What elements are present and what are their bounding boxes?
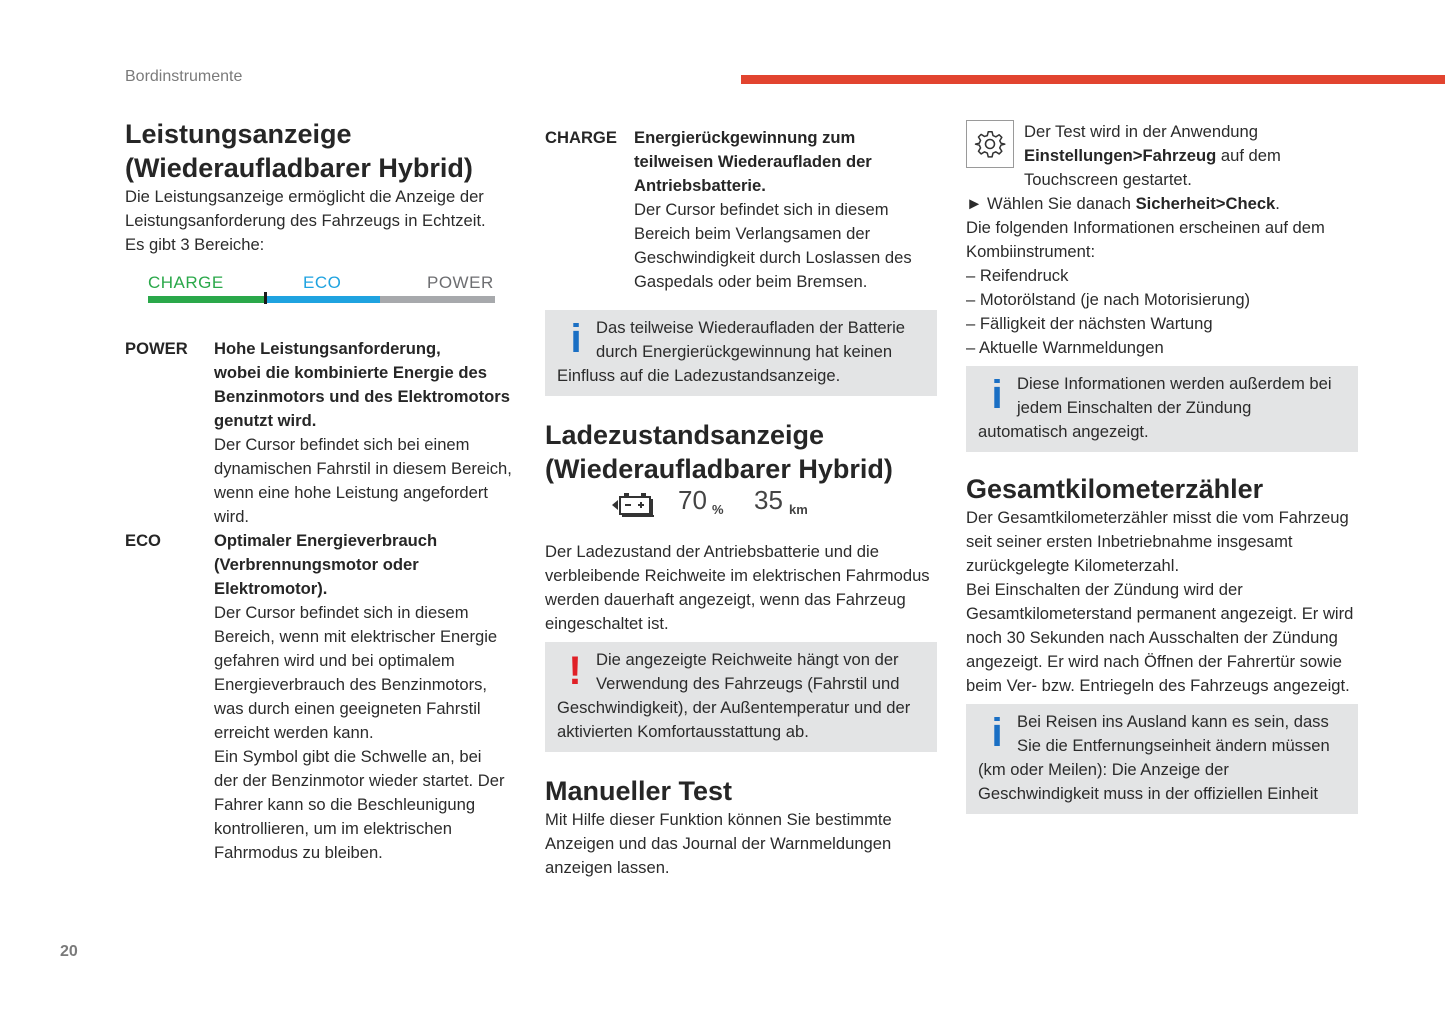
text-line: Der Cursor befindet sich in diesem [214,603,469,622]
power-meter-title [125,117,520,185]
header-accent-bar [741,75,1445,84]
text-line: gefahren wird und bei optimalem [214,651,455,670]
text-line: Anzeigen und das Journal der Warnmeldungen [545,834,892,853]
text-line: werden dauerhaft angezeigt, wenn das Fahrzeug [545,590,906,609]
text-line: Sie die Entfernungseinheit ändern müssen [1017,736,1330,755]
text-line: Geschwindigkeit muss in der offiziellen Einheit [978,784,1319,803]
text-line: Der Cursor befindet sich in diesem [634,200,889,219]
text-line: beim Ver- bzw. Entriegeln des Fahrzeugs angezeigt. [966,676,1350,695]
range-unit: km [789,502,808,517]
eco-definition [125,529,520,865]
text-line: (km oder Meilen): Die Anzeige der [978,760,1229,779]
warning-icon: ! [568,649,582,693]
text-line: Bei Einschalten der Zündung wird der [966,580,1243,599]
column-3 [966,120,1358,814]
text-line: Bereich, wenn mit elektrischer Energie [214,627,498,646]
text-line: Gaspedals oder beim Bremsen. [634,272,868,291]
gear-icon [974,128,1006,160]
charge-description [634,126,937,294]
text-line: noch 30 Sekunden nach Ausschalten der Zündung [966,628,1338,647]
bold-line: Antriebsbatterie. [634,176,766,195]
text-line: Einfluss auf die Ladezustandsanzeige. [557,366,841,385]
text-line: Die folgenden Informationen erscheinen auf dem [966,218,1325,237]
info-icon: i [991,711,1003,755]
soc-description [545,540,937,636]
bold-line: Benzinmotors und des Elektromotors [214,387,510,406]
text-line: Das teilweise Wiederaufladen der Batterie [596,318,905,337]
power-term: POWER [125,339,188,358]
text-line: dynamischen Fahrstil in diesem Bereich, [214,459,512,478]
info-icon: i [991,373,1003,417]
text-line: angezeigt. Er wird nach Öffnen der Fahrertür sowie [966,652,1343,671]
text-line: was durch einen geeigneten Fahrstil [214,699,481,718]
list-item: – Aktuelle Warnmeldungen [966,336,1358,360]
text-line: automatisch angezeigt. [978,422,1149,441]
title-line: Ladezustandsanzeige [545,420,825,450]
bold-line: Optimaler Energieverbrauch [214,531,438,550]
meter-power-segment [380,296,495,303]
text-line: Diese Informationen werden außerdem bei [1017,374,1332,393]
gear-instruction [966,120,1358,192]
meter-charge-segment [148,296,265,303]
eco-term: ECO [125,531,161,550]
text-line: ► Wählen Sie danach [966,194,1136,213]
text-line: Gesamtkilometerstand permanent angezeigt. Er wird [966,604,1354,623]
text-line: aktivierten Komfortausstattung ab. [557,722,809,741]
power-meter-graphic [125,257,520,337]
soc-percent-unit: % [712,502,724,517]
text-line: Fahrer kann so die Beschleunigung [214,795,476,814]
text-line: Der Cursor befindet sich bei einem [214,435,470,454]
power-meter-intro [125,185,520,257]
check-path: Sicherheit>Check [1135,194,1276,213]
warning-note-range [545,642,937,752]
text-line: Der Test wird in der Anwendung [1024,122,1258,141]
text-line: eingeschaltet ist. [545,614,669,633]
text-line: Die Leistungsanzeige ermöglicht die Anzeige der [125,187,484,206]
range-value: 35 [754,485,783,515]
meter-eco-segment [265,296,380,303]
settings-icon-box [966,120,1014,168]
text-line: Der Ladezustand der Antriebsbatterie und die [545,542,879,561]
eco-description [214,529,520,865]
text-line: Die angezeigte Reichweite hängt von der [596,650,899,669]
text-line: Geschwindigkeit durch Loslassen des [634,248,912,267]
step-instruction [966,192,1358,216]
text-line: Kombiinstrument: [966,242,1096,261]
text-line: Es gibt 3 Bereiche: [125,235,265,254]
text-line: Ein Symbol gibt die Schwelle an, bei [214,747,482,766]
meter-threshold-marker [264,292,267,304]
text-line: Bereich beim Verlangsamen der [634,224,871,243]
title-line: Leistungsanzeige [125,119,352,149]
charge-term: CHARGE [545,128,617,147]
soc-display [545,486,937,540]
text-line: Energieverbrauch des Benzinmotors, [214,675,488,694]
soc-percent-value: 70 [678,485,707,515]
follow-text [966,216,1358,264]
meter-power-label: POWER [427,273,494,292]
page-number: 20 [60,943,78,960]
power-description [214,337,520,529]
info-icon: i [570,317,582,361]
text-line: Fahrmodus zu bleiben. [214,843,383,862]
text-line: Touchscreen gestartet. [1024,170,1192,189]
text-line: der der Benzinmotor wieder startet. Der [214,771,505,790]
text-line: auf dem [1216,146,1281,165]
bold-line: wobei die kombinierte Energie des [214,363,487,382]
column-2 [545,126,937,880]
charge-definition [545,126,937,294]
bold-line: teilweisen Wiederaufladen der [634,152,872,171]
text-line: . [1275,194,1280,213]
bold-line: Elektromotor). [214,579,328,598]
text-line: Mit Hilfe dieser Funktion können Sie bestimmte [545,810,892,829]
bold-line: Energierückgewinnung zum [634,128,856,147]
meter-charge-label: CHARGE [148,273,224,292]
text-line: zurückgelegte Kilometerzahl. [966,556,1180,575]
list-item: – Fälligkeit der nächsten Wartung [966,312,1358,336]
info-note-ignition [966,366,1358,452]
bold-line: (Verbrennungsmotor oder [214,555,419,574]
column-1 [125,117,520,865]
odometer-title: Gesamtkilometerzähler [966,474,1264,504]
text-line: seit seiner ersten Inbetriebnahme insgesamt [966,532,1293,551]
bold-line: Hohe Leistungsanforderung, [214,339,441,358]
text-line: Der Gesamtkilometerzähler misst die vom Fahrzeug [966,508,1349,527]
text-line: kontrollieren, um im elektrischen [214,819,452,838]
text-line: wird. [214,507,250,526]
bold-line: genutzt wird. [214,411,317,430]
meter-eco-label: ECO [303,273,342,292]
text-line: Geschwindigkeit), der Außentemperatur und der [557,698,911,717]
text-line: Leistungsanforderung des Fahrzeugs in Echtzeit. [125,211,486,230]
odometer-description [966,506,1358,698]
text-line: anzeigen lassen. [545,858,670,877]
list-item: – Motorölstand (je nach Motorisierung) [966,288,1358,312]
soc-title [545,418,937,486]
text-line: verbleibende Reichweite im elektrischen Fahrmodus [545,566,930,585]
battery-plug-icon [611,492,655,518]
section-label: Bordinstrumente [125,68,243,85]
title-line: (Wiederaufladbarer Hybrid) [125,153,473,183]
info-note-units [966,704,1358,814]
text-line: erreicht werden kann. [214,723,374,742]
info-list [966,264,1358,360]
text-line: durch Energierückgewinnung hat keinen [596,342,893,361]
text-line: Bei Reisen ins Ausland kann es sein, dass [1017,712,1329,731]
text-line: jedem Einschalten der Zündung [1017,398,1252,417]
settings-path: Einstellungen>Fahrzeug [1024,146,1217,165]
text-line: wenn eine hohe Leistung angefordert [214,483,489,502]
title-line: (Wiederaufladbarer Hybrid) [545,454,893,484]
info-note-regeneration [545,310,937,396]
list-item: – Reifendruck [966,264,1358,288]
text-line: Verwendung des Fahrzeugs (Fahrstil und [596,674,900,693]
manual-test-description [545,808,937,880]
power-definition [125,337,520,529]
manual-test-title: Manueller Test [545,776,733,806]
